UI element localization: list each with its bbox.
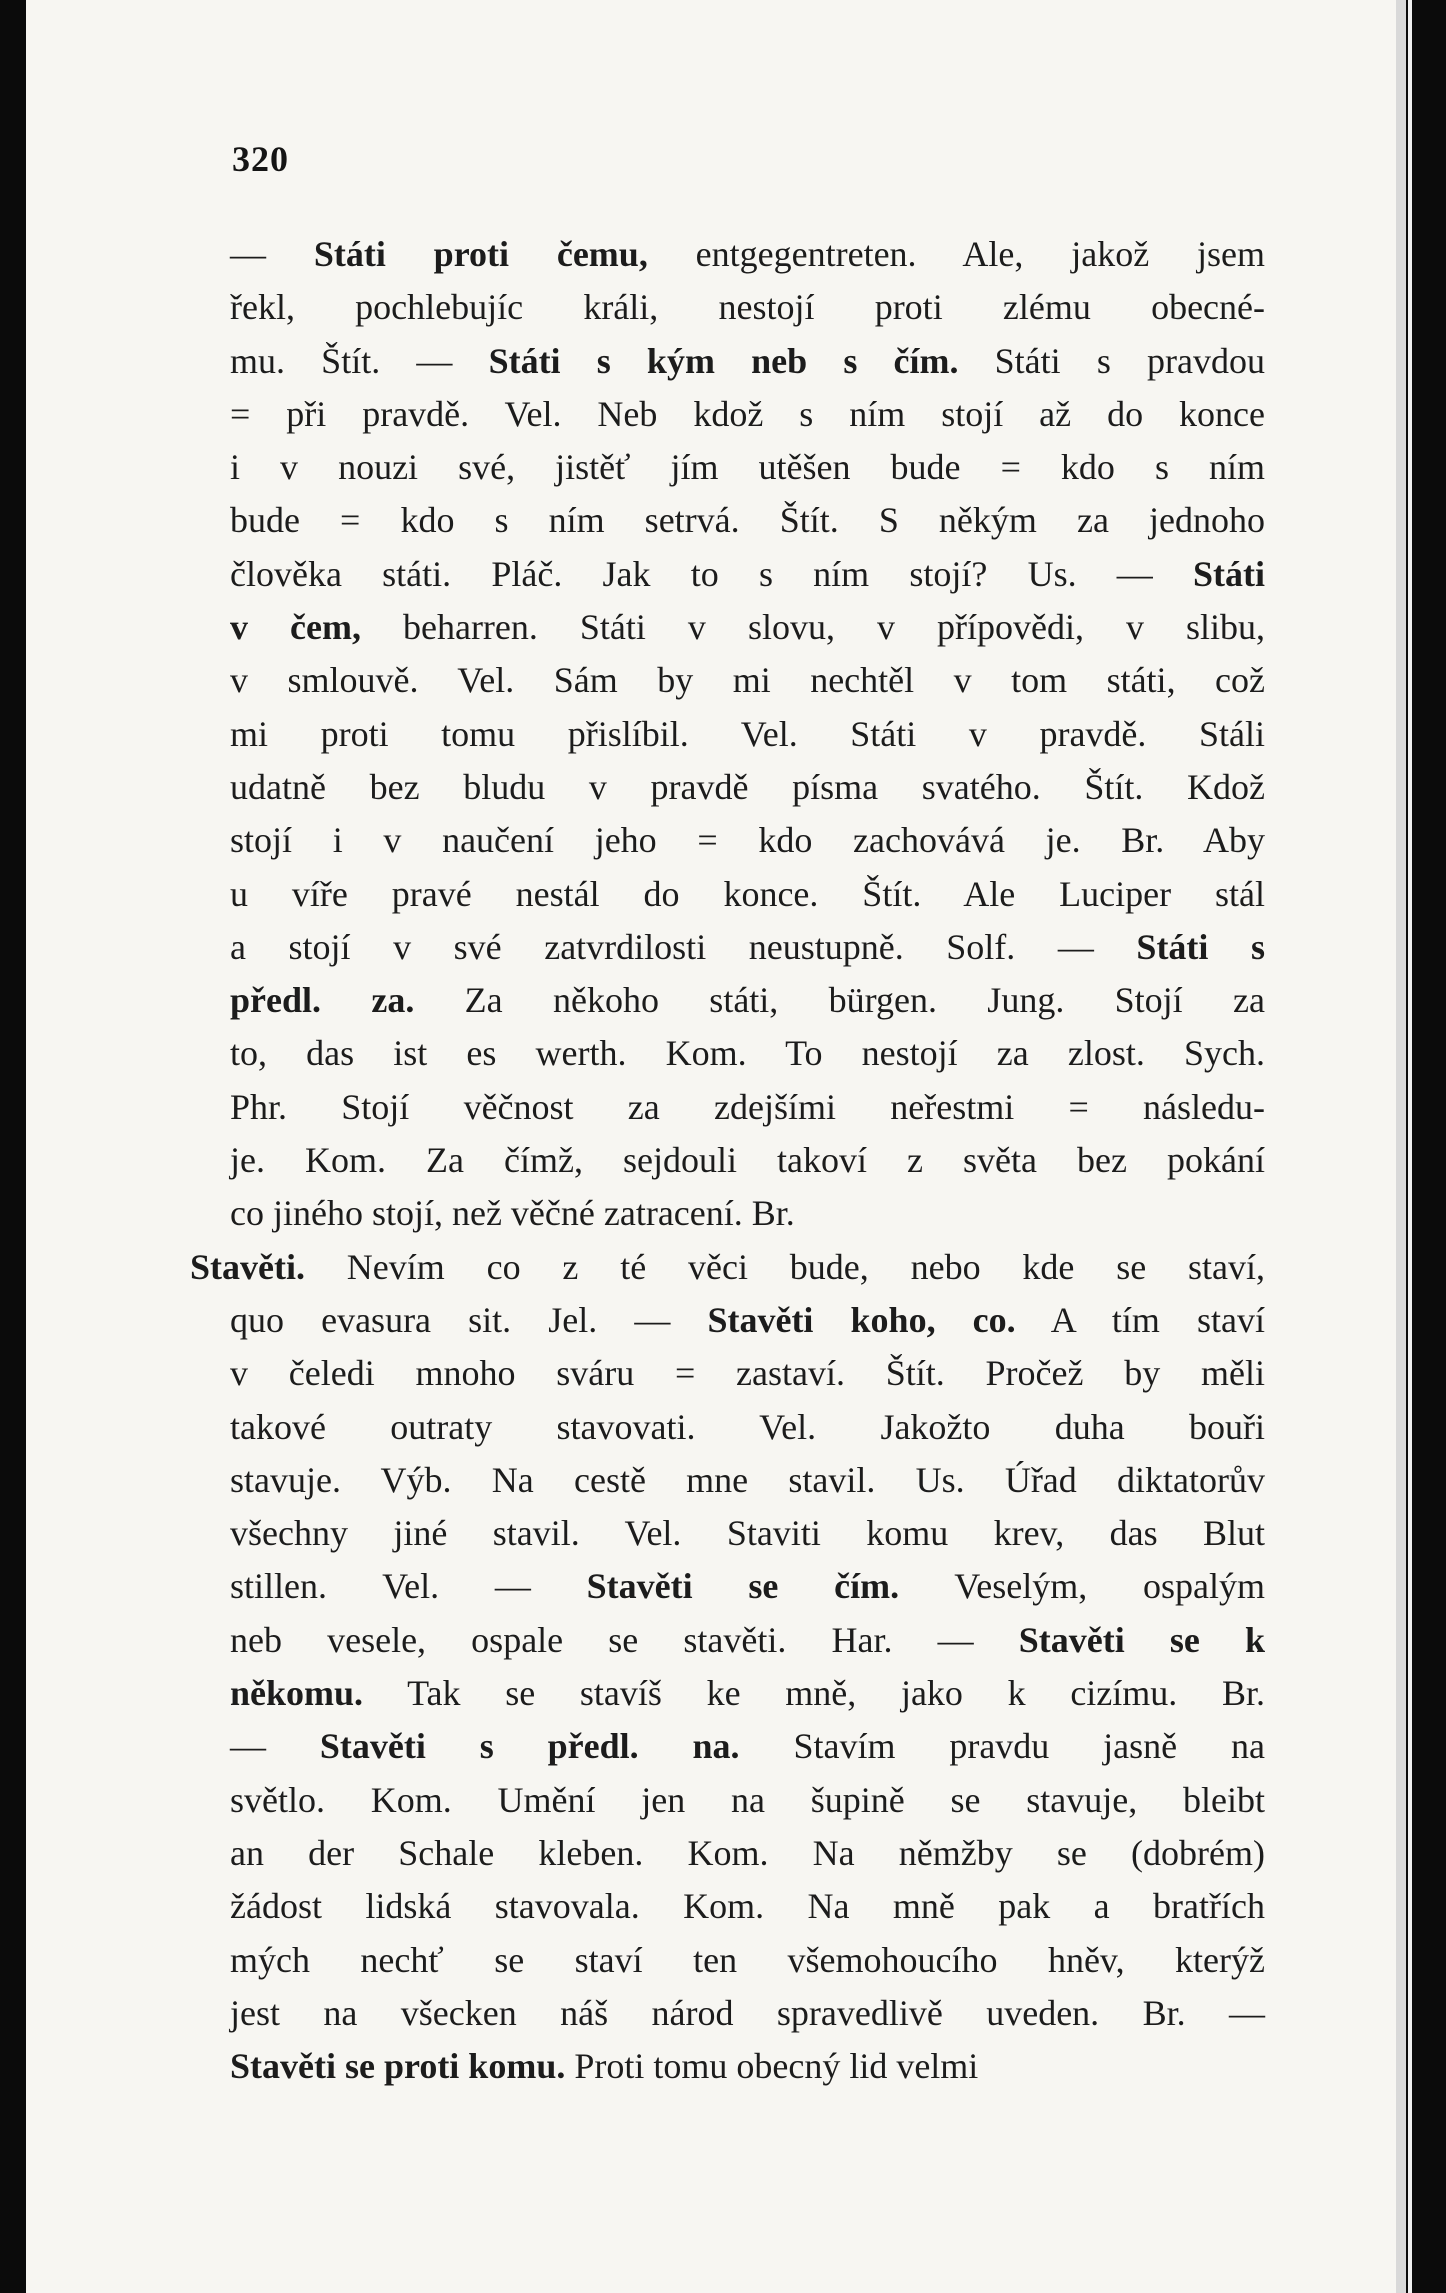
text-line: stillen. Vel. — Stavěti se čím. Veselým, ospalým [230,1566,1266,1607]
text-line: to, das ist es werth. Kom. To nestojí za zlost. Sych. [230,1033,1265,1074]
text-line: žádost lidská stavovala. Kom. Na mně pak a bratřích [230,1886,1265,1927]
text-line: neb vesele, ospale se stavěti. Har. — Stavěti se k [230,1619,1265,1660]
dictionary-text [190,228,1266,2093]
text-line: všechny jiné stavil. Vel. Staviti komu krev, das Blut [230,1513,1265,1554]
text-line: = při pravdě. Vel. Neb kdož s ním stojí až do konce [230,393,1265,434]
text-line: v smlouvě. Vel. Sám by mi nechtěl v tom státi, což [230,660,1265,701]
page-edge [1396,0,1406,2293]
text-line: — Stavěti s předl. na. Stavím pravdu jasně na [230,1726,1266,1767]
text-line: předl. za. Za někoho státi, bürgen. Jung. Stojí za [230,980,1265,1021]
text-line: někomu. Tak se stavíš ke mně, jako k cizímu. Br. [230,1673,1265,1714]
text-line: je. Kom. Za čímž, sejdouli takoví z světa bez pokání [230,1140,1265,1181]
text-line: stojí i v naučení jeho = kdo zachovává je. Br. Aby [230,820,1265,861]
text-line: v čem, beharren. Státi v slovu, v přípovědi, v slibu, [230,607,1265,648]
text-line: mu. Štít. — Státi s kým neb s čím. Státi s pravdou [230,340,1265,381]
text-line: a stojí v své zatvrdilosti neustupně. Solf. — Státi s [230,926,1265,967]
text-line: řekl, pochlebujíc králi, nestojí proti zlému obecné- [230,287,1265,328]
text-line: bude = kdo s ním setrvá. Štít. S někým za jednoho [230,500,1265,541]
text-line: v čeledi mnoho sváru = zastaví. Štít. Pročež by měli [230,1353,1265,1394]
text-line: u víře pravé nestál do konce. Štít. Ale Luciper stál [230,873,1265,914]
page-edge-line [1408,0,1412,2293]
text-line: quo evasura sit. Jel. — Stavěti koho, co. A tím staví [230,1299,1266,1340]
text-line: mých nechť se staví ten všemohoucího hněv, kterýž [230,1939,1265,1980]
text-line: světlo. Kom. Umění jen na šupině se stavuje, bleibt [230,1779,1265,1820]
text-line: i v nouzi své, jistěť jím utěšen bude = kdo s ním [230,447,1265,488]
text-line: mi proti tomu přislíbil. Vel. Státi v pravdě. Stáli [230,713,1265,754]
page-number: 320 [232,139,289,179]
text-line: Stavěti se proti komu. Proti tomu obecný lid velmi [230,2046,979,2087]
text-line: udatně bez bludu v pravdě písma svatého. Štít. Kdož [230,766,1265,807]
text-line: jest na všecken náš národ spravedlivě uveden. Br. — [230,1992,1265,2033]
text-line: — Státi proti čemu, entgegentreten. Ale, jakož jsem [230,234,1265,274]
text-line: Phr. Stojí věčnost za zdejšími neřestmi = následu- [230,1086,1265,1127]
text-line: co jiného stojí, než věčné zatracení. Br. [230,1193,795,1234]
text-line: Stavěti. Nevím co z té věci bude, nebo kde se staví, [190,1246,1265,1287]
text-line: člověka státi. Pláč. Jak to s ním stojí? Us. — Státi [230,553,1265,594]
text-line: stavuje. Výb. Na cestě mne stavil. Us. Úřad diktatorův [230,1459,1265,1500]
text-line: an der Schale kleben. Kom. Na němžby se (dobrém) [230,1832,1265,1873]
text-line: takové outraty stavovati. Vel. Jakožto duha bouři [230,1406,1265,1447]
